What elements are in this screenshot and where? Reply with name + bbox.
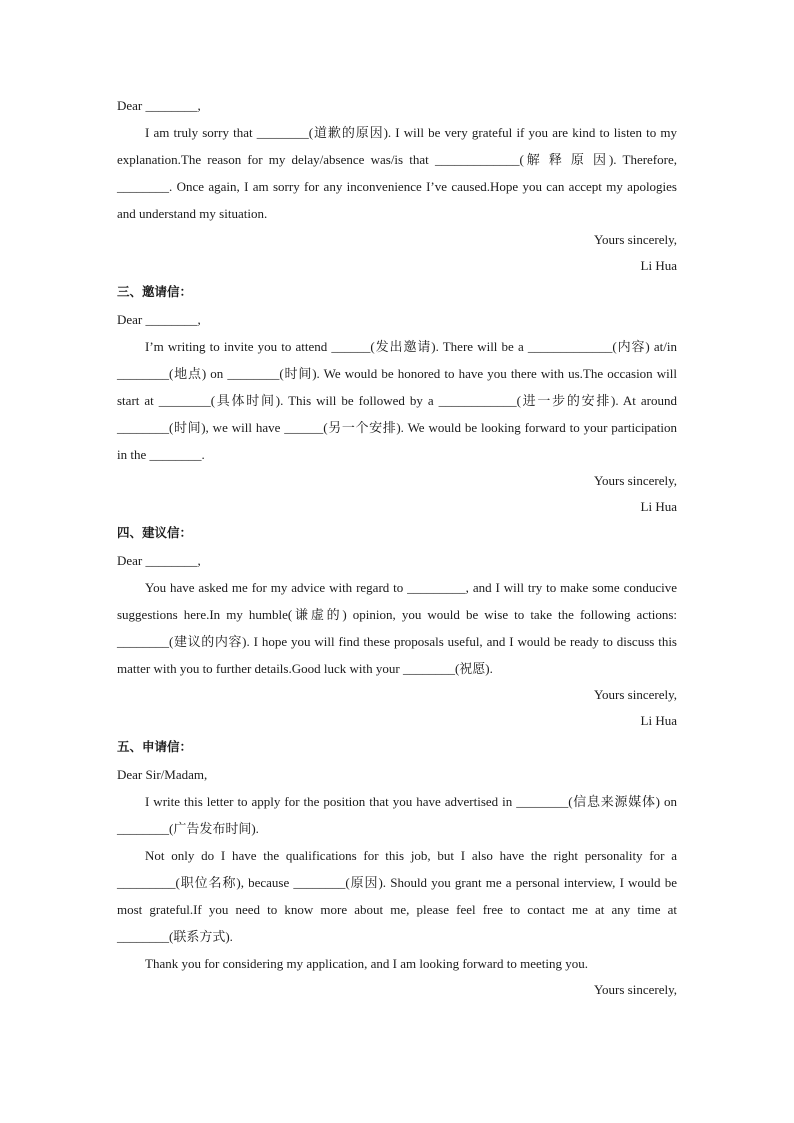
letter5-body-2: Not only do I have the qualifications for this job, but I also have the right personality for a _________(职位名称), because ________(原因). Should you grant me a personal interview, I would be most grateful.If you need to know more about me, please feel free to contact me at any time at ________(联系方式). xyxy=(117,848,677,944)
letter5-closing: Yours sincerely, xyxy=(593,982,677,997)
letter2-closing: Yours sincerely, xyxy=(593,232,677,247)
section-heading-application: 五、申请信： xyxy=(117,740,193,754)
section-heading-suggestion: 四、建议信： xyxy=(117,526,193,540)
letter2-signature: Li Hua xyxy=(640,258,677,273)
letter3-closing: Yours sincerely, xyxy=(593,473,677,488)
letter2-greeting: Dear ________, xyxy=(117,98,201,113)
letter4-signature: Li Hua xyxy=(640,713,677,728)
document-page xyxy=(117,92,677,1003)
letter3-greeting: Dear ________, xyxy=(117,312,201,327)
letter4-body: You have asked me for my advice with regard to _________, and I will try to make some conducive suggestions here.In my humble(谦虚的) opinion, you would be wise to take the following actions: ________(建议的内容). I hope you will find these proposals useful, and I would be ready to discuss this matter with you to further details.Good luck with your ________(祝愿). xyxy=(117,580,677,676)
letter4-closing: Yours sincerely, xyxy=(593,687,677,702)
letter2-body: I am truly sorry that ________(道歉的原因). I will be very grateful if you are kind to listen to my explanation.The reason for my delay/absence was/is that _____________(解 释 原 因). Therefore, ________. Once again, I am sorry for any inconvenience I’ve caused.Hope you can accept my apologies and understand my situation. xyxy=(117,125,677,221)
letter3-signature: Li Hua xyxy=(640,499,677,514)
letter5-body-1: I write this letter to apply for the position that you have advertised in ________(信息来源媒体) on ________(广告发布时间). xyxy=(117,794,677,836)
section-heading-invitation: 三、邀请信： xyxy=(117,285,193,299)
letter5-greeting: Dear Sir/Madam, xyxy=(117,767,208,782)
letter3-body: I’m writing to invite you to attend ______(发出邀请). There will be a _____________(内容) at/in ________(地点) on ________(时间). We would be honored to have you there with us.The occasion will start at ________(具体时间). This will be followed by a ____________(进一步的安排). At around ________(时间), we will have ______(另一个安排). We would be looking forward to your participation in the ________. xyxy=(117,339,677,462)
letter5-body-3: Thank you for considering my application, and I am looking forward to meeting you. xyxy=(145,956,588,971)
letter4-greeting: Dear ________, xyxy=(117,553,201,568)
